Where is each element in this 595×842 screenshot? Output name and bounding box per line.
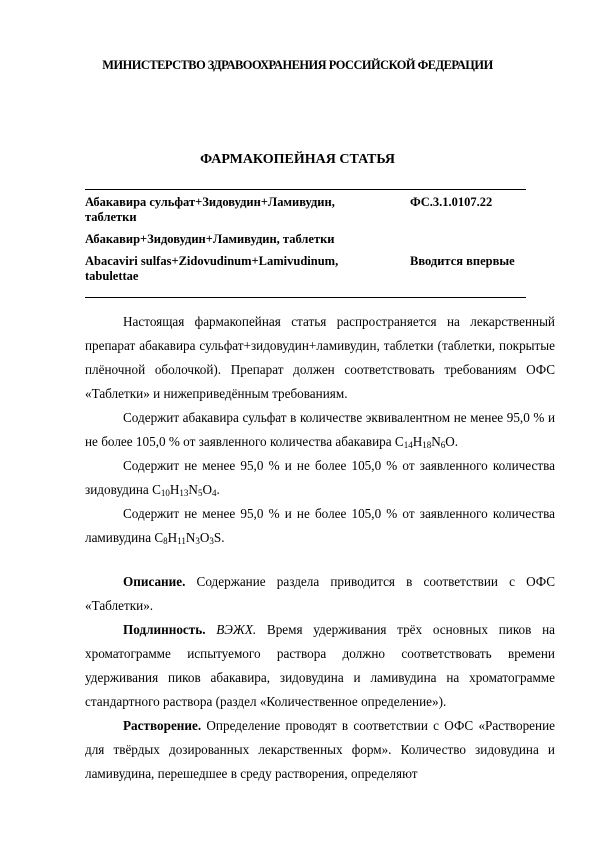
abacavir-formula: [395, 434, 455, 449]
formula-element: N: [188, 482, 198, 497]
title-block-bottom-rule: [85, 297, 526, 298]
description-text: Содержание раздела приводится в соответствии с ОФС «Таблетки».: [85, 574, 555, 613]
dissolution-heading: Растворение.: [123, 718, 202, 733]
lamivudine-formula: [154, 530, 221, 545]
lamivudine-content-end: .: [221, 530, 225, 545]
ministry-header: МИНИСТЕРСТВО ЗДРАВООХРАНЕНИЯ РОССИЙСКОЙ ФЕДЕРАЦИИ: [102, 58, 493, 72]
formula-element: C: [154, 530, 164, 545]
drug-name-latin-line1: Abacaviri sulfas+Zidovudinum+Lamivudinum,: [85, 254, 339, 268]
formula-subscript: 6: [440, 440, 446, 450]
lamivudine-content-paragraph: [85, 502, 555, 553]
introduction-status: Вводится впервые: [410, 254, 515, 268]
formula-subscript: 3: [209, 536, 214, 546]
formula-subscript: 13: [179, 488, 189, 498]
zidovudine-formula: [152, 482, 216, 497]
formula-element: O: [199, 530, 210, 545]
formula-subscript: 11: [177, 536, 186, 546]
formula-subscript: 3: [195, 536, 200, 546]
formula-subscript: 14: [403, 440, 413, 450]
formula-subscript: 8: [163, 536, 168, 546]
document-type-title: ФАРМАКОПЕЙНАЯ СТАТЬЯ: [200, 152, 395, 167]
formula-element: O: [445, 434, 455, 449]
drug-name-russian: [85, 195, 385, 225]
formula-subscript: 4: [211, 488, 217, 498]
monograph-code: ФС.3.1.0107.22: [410, 195, 493, 209]
zidovudine-content-paragraph: [85, 454, 555, 505]
formula-element: C: [152, 482, 161, 497]
abacavir-content-text: Содержит абакавира сульфат в количестве эквивалентном не менее 95,0 % и не более 105,0 % от заявленного количества абакавира: [85, 410, 555, 449]
zidovudine-content-text: Содержит не менее 95,0 % и не более 105,0 % от заявленного количества зидовудина: [85, 458, 555, 497]
identity-section: [85, 618, 555, 714]
drug-name-russian-line1: Абакавира сульфат+Зидовудин+Ламивудин,: [85, 195, 335, 209]
zidovudine-content-end: .: [216, 482, 220, 497]
formula-subscript: 18: [422, 440, 432, 450]
identity-heading: Подлинность.: [123, 622, 206, 637]
formula-element: O: [202, 482, 212, 497]
formula-subscript: 10: [160, 488, 170, 498]
formula-element: H: [167, 530, 178, 545]
title-block-top-rule: [85, 189, 526, 190]
drug-name-latin: [85, 254, 385, 284]
formula-element: H: [169, 482, 180, 497]
formula-element: N: [185, 530, 196, 545]
formula-element: S: [213, 530, 222, 545]
formula-subscript: 5: [197, 488, 203, 498]
description-section: [85, 570, 555, 618]
abacavir-content-paragraph: [85, 406, 555, 457]
formula-element: C: [394, 434, 404, 449]
scope-paragraph: Настоящая фармакопейная статья распространяется на лекарственный препарат абакавира сульфат+зидовудин+ламивудин, таблетки (таблетки, покрытые плёночной оболочкой). Препарат должен соответствовать требованиям ОФС «Таблетки» и нижеприведённым требованиям.: [85, 314, 555, 401]
formula-element: N: [431, 434, 441, 449]
identity-text: Время удерживания трёх основных пиков на хроматограмме испытуемого раствора должно соответствовать времени удерживания пиков абакавира, зидовудина и ламивудина на хроматограмме стандартного раствора (раздел «Количественное определение»).: [85, 622, 556, 709]
drug-name-russian-alt: Абакавир+Зидовудин+Ламивудин, таблетки: [85, 232, 335, 246]
abacavir-content-end: .: [454, 434, 459, 449]
identity-method: ВЭЖХ.: [205, 622, 257, 637]
drug-name-russian-line2: таблетки: [85, 210, 137, 224]
drug-name-latin-line2: tabulettae: [85, 269, 139, 283]
formula-element: H: [412, 434, 423, 449]
lamivudine-content-text: Содержит не менее 95,0 % и не более 105,0 % от заявленного количества ламивудина: [85, 506, 555, 545]
dissolution-section: [85, 714, 555, 786]
description-heading: Описание.: [123, 574, 186, 589]
dissolution-text: Определение проводят в соответствии с ОФС «Растворение для твёрдых дозированных лекарственных форм». Количество зидовудина и ламивудина, перешедшее в среду растворения, определяют: [85, 718, 555, 781]
